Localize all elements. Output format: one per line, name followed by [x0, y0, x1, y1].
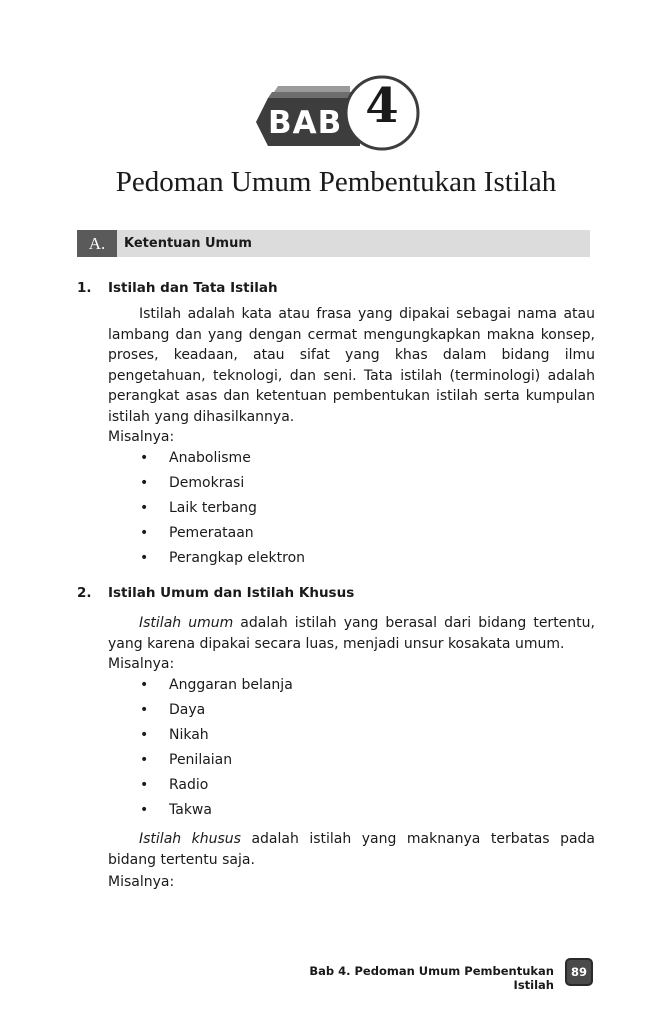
- list-item-text: Pemerataan: [169, 525, 254, 541]
- list-item-text: Perangkap elektron: [169, 550, 306, 566]
- subsection-number: 1.: [77, 280, 92, 296]
- chapter-number: 4: [365, 78, 399, 134]
- bullet-icon: •: [140, 777, 149, 793]
- chapter-badge-label: BAB: [268, 105, 343, 141]
- list-item-text: Radio: [169, 777, 209, 793]
- bullet-icon: •: [140, 677, 149, 693]
- term-italic: Istilah khusus: [139, 831, 241, 847]
- bullet-icon: •: [140, 550, 149, 566]
- list-item-text: Demokrasi: [169, 475, 245, 491]
- list-item-text: Anggaran belanja: [169, 677, 293, 693]
- subsection-title: Istilah dan Tata Istilah: [108, 280, 278, 296]
- section-title: Ketentuan Umum: [124, 236, 252, 251]
- bullet-icon: •: [140, 525, 149, 541]
- body-paragraph: [108, 613, 595, 654]
- bullet-icon: •: [140, 450, 149, 466]
- subsection-title: Istilah Umum dan Istilah Khusus: [108, 585, 355, 601]
- list-item-text: Takwa: [169, 802, 212, 818]
- example-label: Misalnya:: [108, 874, 175, 890]
- bullet-icon: •: [140, 802, 149, 818]
- list-item-text: Anabolisme: [169, 450, 251, 466]
- example-label: Misalnya:: [108, 429, 175, 445]
- bullet-icon: •: [140, 727, 149, 743]
- body-paragraph: [108, 829, 595, 870]
- running-footer: Bab 4. Pedoman Umum Pembentukan Istilah: [309, 964, 554, 992]
- section-header: [77, 230, 590, 257]
- paragraph-text: adalah istilah yang maknanya terbatas pada bidang tertentu saja.: [108, 831, 595, 868]
- list-item-text: Nikah: [169, 727, 209, 743]
- page-number: 89: [570, 965, 587, 979]
- body-paragraph: Istilah adalah kata atau frasa yang dipakai sebagai nama atau lambang dan yang dengan cermat mengungkapkan makna konsep, proses, keadaan, atau sifat yang khas dalam bidang ilmu pengetahuan, teknologi, dan seni. Tata istilah (terminologi) adalah perangkat asas dan ketentuan pembentukan istilah serta kumpulan istilah yang dihasilkannya.: [108, 306, 595, 425]
- list-item-text: Laik terbang: [169, 500, 257, 516]
- term-italic: Istilah umum: [139, 615, 234, 631]
- bullet-icon: •: [140, 500, 149, 516]
- bullet-icon: •: [140, 702, 149, 718]
- section-letter: A.: [77, 230, 117, 257]
- bullet-icon: •: [140, 475, 149, 491]
- bullet-icon: •: [140, 752, 149, 768]
- chapter-badge-shape: [0, 0, 672, 170]
- chapter-title: Pedoman Umum Pembentukan Istilah: [115, 166, 557, 198]
- paragraph-text: adalah istilah yang berasal dari bidang tertentu, yang karena dipakai secara luas, menjadi unsur kosakata umum.: [108, 615, 595, 652]
- subsection-number: 2.: [77, 585, 92, 601]
- list-item-text: Penilaian: [169, 752, 233, 768]
- example-label: Misalnya:: [108, 656, 175, 672]
- list-item-text: Daya: [169, 702, 206, 718]
